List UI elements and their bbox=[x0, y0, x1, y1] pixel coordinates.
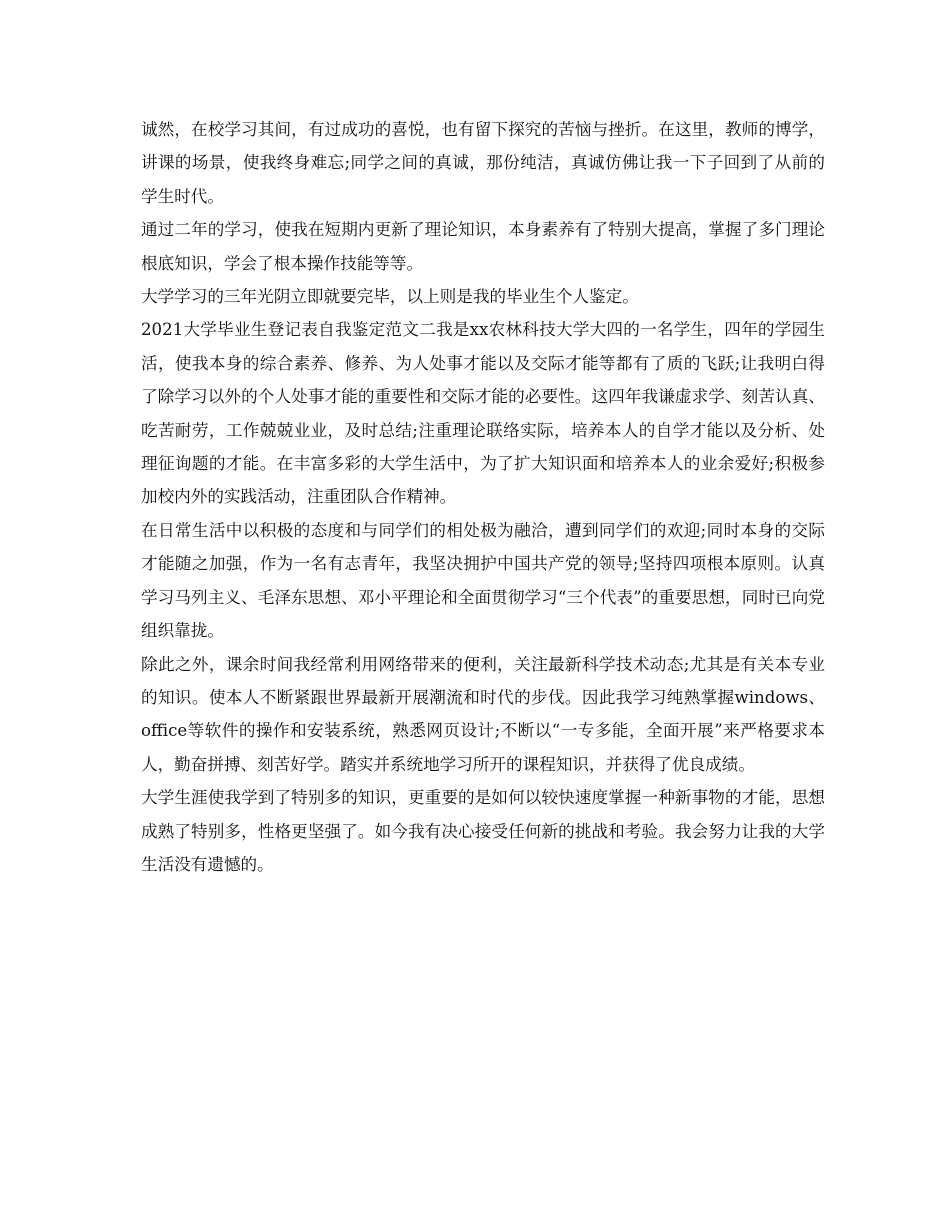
paragraph-1: 诚然，在校学习其间，有过成功的喜悦，也有留下探究的苦恼与挫折。在这里，教师的博学，讲课的场景，使我终身难忘;同学之间的真诚，那份纯洁，真诚仿佛让我一下子回到了从前的学生时代。 bbox=[141, 120, 825, 206]
paragraph-6: 除此之外，课余时间我经常利用网络带来的便利，关注最新科学技术动态;尤其是有关本专业的知识。使本人不断紧跟世界最新开展潮流和时代的步伐。因此我学习纯熟掌握windows、office等软件的操作和安装系统，熟悉网页设计;不断以“一专多能，全面开展”来严格要求本人，勤奋拼搏、刻苦好学。踏实并系统地学习所开的课程知识，并获得了优良成绩。 bbox=[141, 654, 825, 774]
paragraph-4: 2021大学毕业生登记表自我鉴定范文二我是xx农林科技大学大四的一名学生，四年的学园生活，使我本身的综合素养、修养、为人处事才能以及交际才能等都有了质的飞跃;让我明白得了除学习以外的个人处事才能的重要性和交际才能的必要性。这四年我谦虚求学、刻苦认真、吃苦耐劳，工作兢兢业业，及时总结;注重理论联络实际，培养本人的自学才能以及分析、处理征询题的才能。在丰富多彩的大学生活中，为了扩大知识面和培养本人的业余爱好;积极参加校内外的实践活动，注重团队合作精神。 bbox=[141, 320, 825, 507]
document-body bbox=[141, 113, 825, 881]
paragraph-3: 大学学习的三年光阴立即就要完毕，以上则是我的毕业生个人鉴定。 bbox=[141, 287, 639, 307]
paragraph-7: 大学生涯使我学到了特别多的知识，更重要的是如何以较快速度掌握一种新事物的才能，思想成熟了特别多，性格更坚强了。如今我有决心接受任何新的挑战和考验。我会努力让我的大学生活没有遗憾的。 bbox=[141, 788, 825, 874]
paragraph-2: 通过二年的学习，使我在短期内更新了理论知识，本身素养有了特别大提高，掌握了多门理论根底知识，学会了根本操作技能等等。 bbox=[141, 220, 825, 273]
paragraph-5: 在日常生活中以积极的态度和与同学们的相处极为融洽，遭到同学们的欢迎;同时本身的交际才能随之加强，作为一名有志青年，我坚决拥护中国共产党的领导;坚持四项根本原则。认真学习马列主义、毛泽东思想、邓小平理论和全面贯彻学习“三个代表”的重要思想，同时已向党组织靠拢。 bbox=[141, 520, 825, 641]
